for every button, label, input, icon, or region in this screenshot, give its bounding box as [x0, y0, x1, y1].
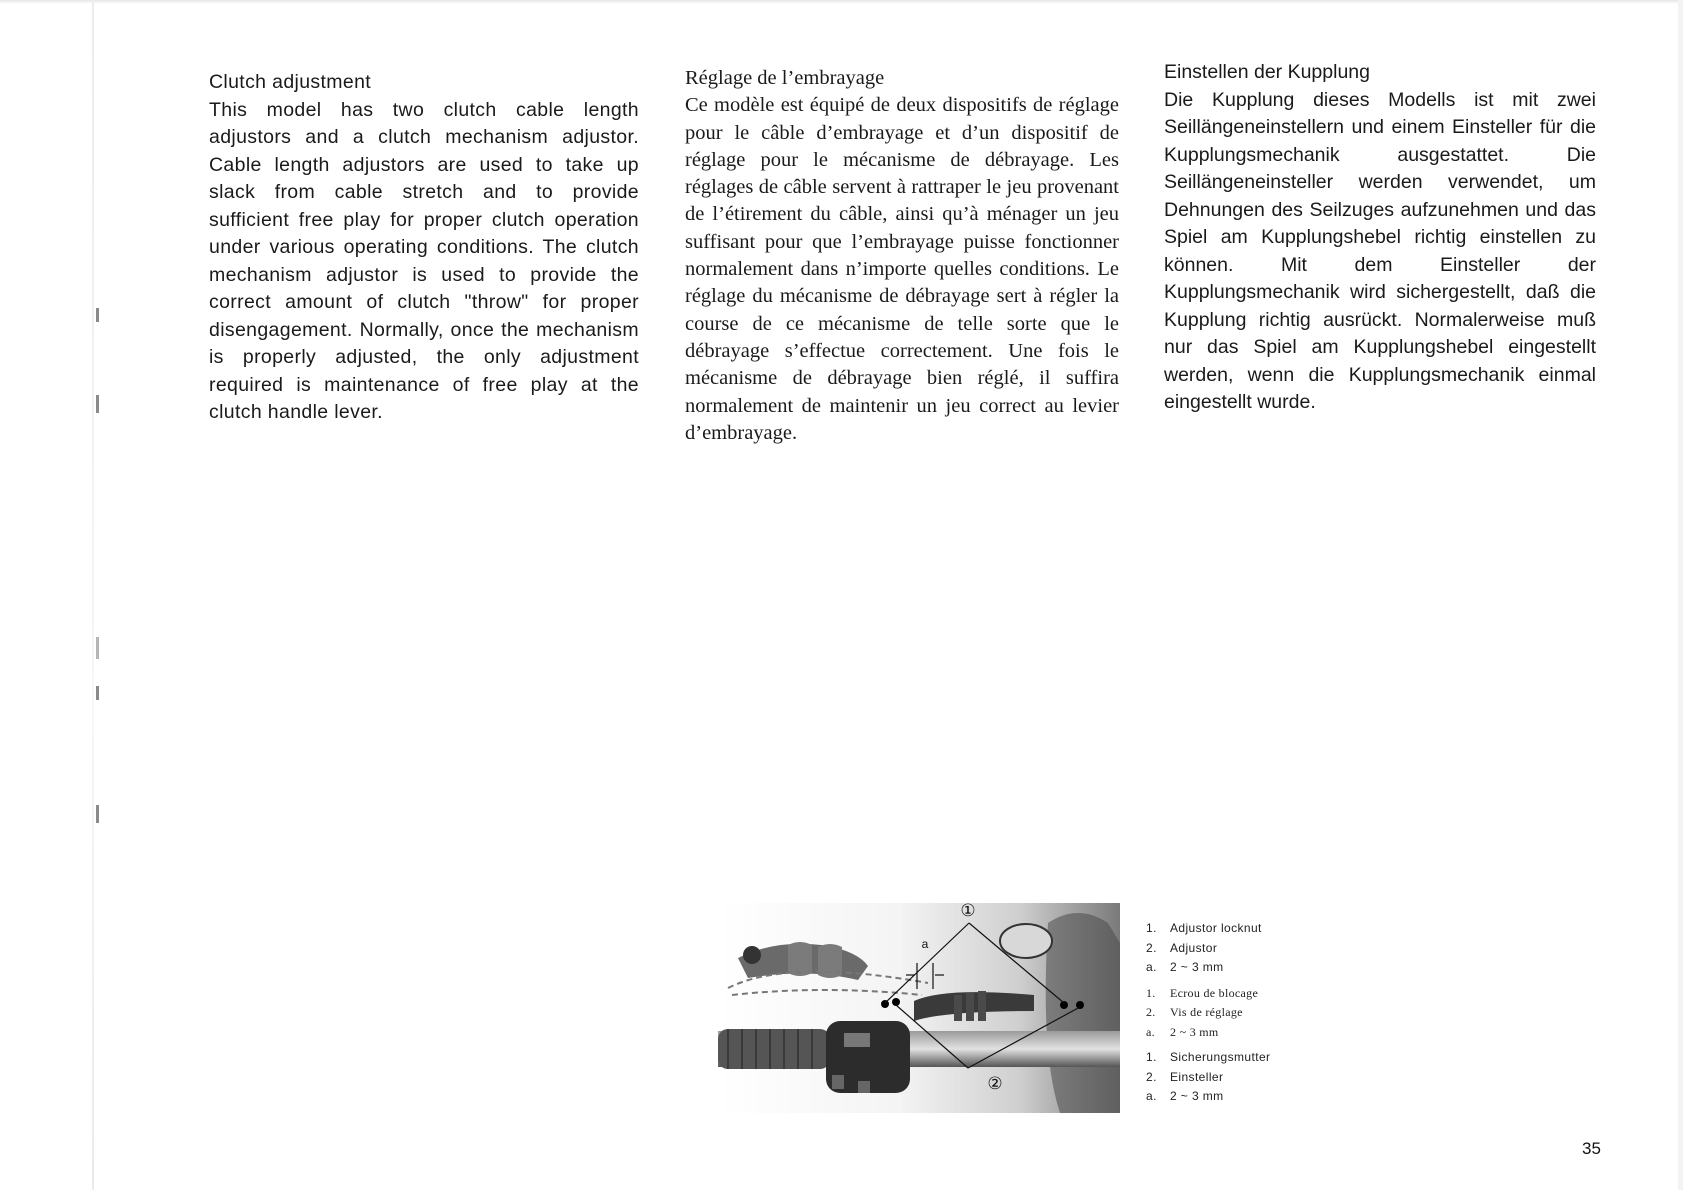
- switch-button: [832, 1075, 844, 1089]
- callout-2-label: ②: [987, 1074, 1003, 1094]
- german-section: [1164, 59, 1596, 417]
- binding-mark: [96, 637, 99, 659]
- page-top-edge: [0, 0, 1683, 4]
- binding-mark: [96, 308, 99, 322]
- binding-mark: [96, 686, 99, 700]
- french-heading: Réglage de l’embrayage: [685, 67, 885, 89]
- page-number: 35: [1582, 1139, 1601, 1158]
- switch-button: [858, 1081, 870, 1093]
- caption-line: 2. Adjustor: [1146, 940, 1218, 955]
- handle-grip: [718, 1029, 830, 1069]
- caption-line: 1. Ecrou de blocage: [1146, 985, 1259, 1000]
- lever-end: [743, 946, 761, 964]
- mirror-mount: [1000, 924, 1052, 958]
- callout-1-label: ①: [960, 903, 976, 921]
- binding-mark: [96, 395, 99, 413]
- switch-button: [844, 1033, 870, 1047]
- captions-french: [1146, 984, 1386, 1043]
- caption-line: 2. Vis de réglage: [1146, 1005, 1243, 1019]
- captions-english: [1146, 919, 1386, 978]
- caption-line: 2. Einsteller: [1146, 1069, 1224, 1084]
- caption-line: 1. Sicherungsmutter: [1146, 1050, 1271, 1064]
- caption-line: a. 2 ~ 3 mm: [1146, 1089, 1224, 1103]
- caption-line: a. 2 ~ 3 mm: [1146, 960, 1224, 974]
- clutch-lever-photo: [718, 903, 1120, 1113]
- german-body: Die Kupplung dieses Modells ist mit zwei Seillängeneinstellern und einem Einsteller für die Kupplungsmechanik ausgestattet. Die Seillängeneinsteller werden verwendet, um Dehnungen des Seilzuges aufzunehmen und das Spiel am Kupplungshebel richtig einstellen zu können. Mit dem Einsteller der Kupplungsmechanik wird sichergestellt, daß die Kupplung richtig ausrückt. Normalerweise muß nur das Spiel am Kupplungshebel eingestellt werden, wenn die Kupplungsmechanik einmal eingestellt wurde.: [1164, 88, 1596, 413]
- captions-german: [1146, 1048, 1386, 1107]
- adjustor-dot: [892, 998, 900, 1006]
- caption-line: a. 2 ~ 3 mm: [1146, 1024, 1219, 1039]
- english-heading: Clutch adjustment: [209, 71, 372, 93]
- locknut-dot: [881, 1000, 889, 1008]
- german-heading: Einstellen der Kupplung: [1164, 61, 1370, 83]
- figure-captions: [1146, 919, 1386, 1113]
- mirror-shadow: [1046, 913, 1120, 1113]
- french-section: [685, 65, 1119, 447]
- binding-mark: [96, 805, 99, 823]
- locknut-dot: [1060, 1001, 1068, 1009]
- callout-a-label: a: [921, 937, 929, 951]
- caption-line: 1. Adjustor locknut: [1146, 921, 1262, 935]
- page-right-edge: [1678, 0, 1683, 1190]
- binding-edge: [92, 0, 94, 1190]
- french-body: Ce modèle est équipé de deux dispositifs de réglage pour le câble d’embrayage et d’un dispositif de réglage pour le mécanisme de débrayage. Les réglages de câble servent à rattraper le jeu provenant de l’étirement du câble, ainsi qu’à ménager un jeu suffisant pour que l’embrayage puisse fonctionner normalement dans n’importe quelles conditions. Le réglage du mécanisme de débrayage sert à régler la course de ce mécanisme de telle sorte que le débrayage s’effectue correctement. Une fois le mécanisme de débrayage bien réglé, il suffira normalement de maintenir un jeu correct au levier d’embrayage.: [685, 94, 1119, 444]
- english-body: This model has two clutch cable length adjustors and a clutch mechanism adjustor. Cable length adjustors are used to take up slack from cable stretch and to provide sufficient free play for proper clutch operation under various operating conditions. The clutch mechanism adjustor is used to provide the correct amount of clutch "throw" for proper disengagement. Normally, once the mechanism is properly adjusted, the only adjustment required is maintenance of free play at the clutch handle lever.: [209, 98, 639, 423]
- adjustor-dot: [1076, 1001, 1084, 1009]
- english-section: [209, 69, 639, 427]
